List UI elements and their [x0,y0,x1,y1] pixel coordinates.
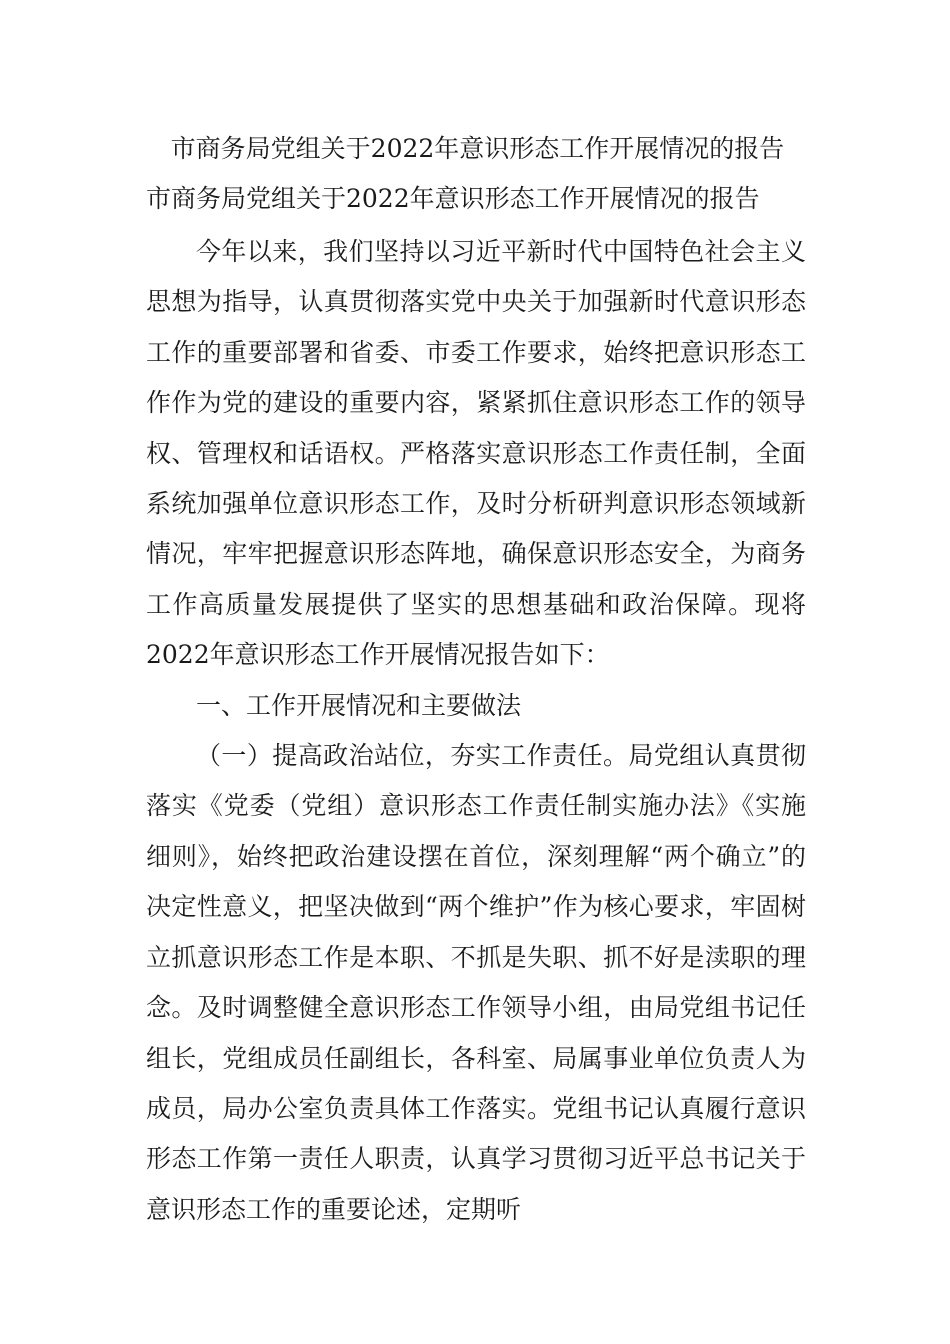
document-title-repeat: 市商务局党组关于2022年意识形态工作开展情况的报告 [146,184,760,213]
document-title: 市商务局党组关于2022年意识形态工作开展情况的报告 [170,134,785,163]
paragraph-section-1-1: （一）提高政治站位，夯实工作责任。局党组认真贯彻落实《党委（党组）意识形态工作责任制实施办法》《实施细则》，始终把政治建设摆在首位，深刻理解“两个确立”的决定性意义，把坚决做到“两个维护”作为核心要求，牢固树立抓意识形态工作是本职、不抓是失职、抓不好是渎职的理念。及时调整健全意识形态工作领导小组，由局党组书记任组长，党组成员任副组长，各科室、局属事业单位负责人为成员，局办公室负责具体工作落实。党组书记认真履行意识形态工作第一责任人职责，认真学习贯彻习近平总书记关于意识形态工作的重要论述，定期听 [146,741,806,1224]
section-heading-1: 一、工作开展情况和主要做法 [196,690,522,720]
document-body [146,227,806,1235]
paragraph-intro: 今年以来，我们坚持以习近平新时代中国特色社会主义思想为指导，认真贯彻落实党中央关于加强新时代意识形态工作的重要部署和省委、市委工作要求，始终把意识形态工作作为党的建设的重要内容，紧紧抓住意识形态工作的领导权、管理权和话语权。严格落实意识形态工作责任制，全面系统加强单位意识形态工作，及时分析研判意识形态领域新情况，牢牢把握意识形态阵地，确保意识形态安全，为商务工作高质量发展提供了坚实的思想基础和政治保障。现将2022年意识形态工作开展情况报告如下： [146,237,806,670]
